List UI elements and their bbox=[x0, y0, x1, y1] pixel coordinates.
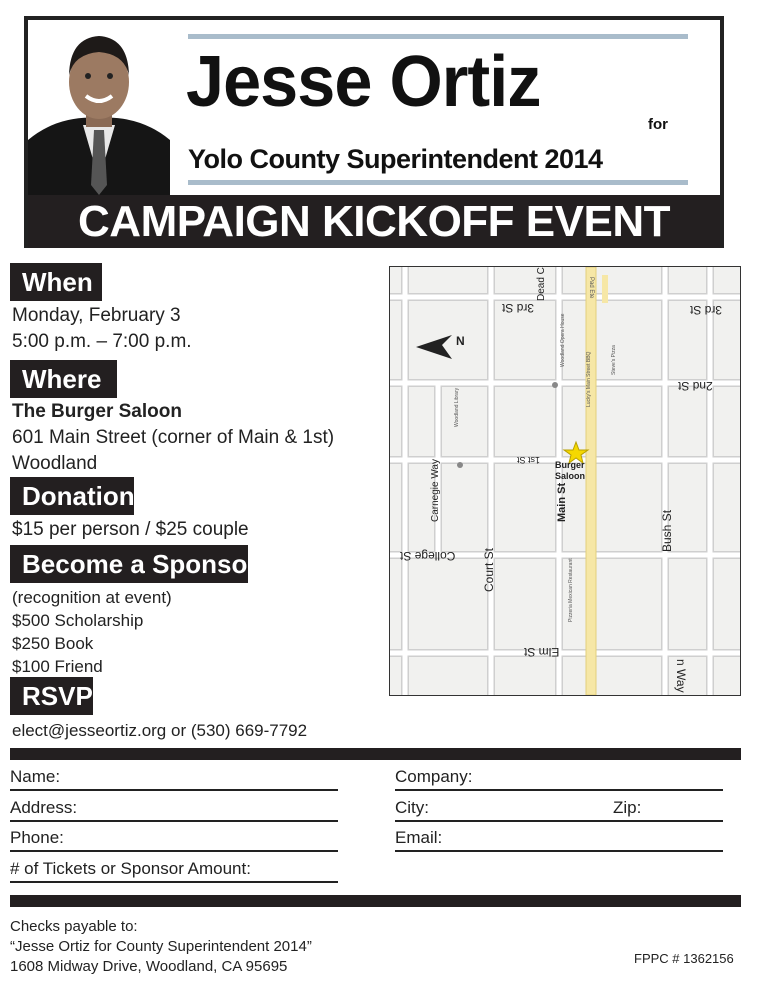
rsvp-label: RSVP bbox=[10, 677, 93, 715]
street-label-court: Court St bbox=[482, 547, 496, 592]
street-label-elm: Elm St bbox=[524, 645, 560, 659]
office-title: Yolo County Superintendent 2014 bbox=[188, 144, 603, 174]
venue-name: The Burger Saloon bbox=[12, 401, 182, 422]
for-word: for bbox=[648, 116, 668, 133]
payee-name: “Jesse Ortiz for County Superintendent 2014” bbox=[10, 938, 312, 955]
mailing-address: 1608 Midway Drive, Woodland, CA 95695 bbox=[10, 958, 288, 975]
company-field[interactable]: Company: bbox=[395, 767, 723, 791]
email-field[interactable]: Email: bbox=[395, 828, 723, 852]
blue-rule-top bbox=[188, 34, 688, 39]
tickets-field[interactable]: # of Tickets or Sponsor Amount: bbox=[10, 859, 338, 883]
donation-label: Donation bbox=[10, 477, 134, 515]
candidate-name: Jesse Ortiz bbox=[186, 42, 541, 122]
place-lucky: Lucky's Main Street BBQ bbox=[586, 351, 592, 407]
venue-address: 601 Main Street (corner of Main & 1st) bbox=[12, 427, 335, 448]
location-map bbox=[389, 266, 741, 696]
street-label-3rd: 3rd St bbox=[502, 301, 535, 315]
event-banner: CAMPAIGN KICKOFF EVENT bbox=[28, 195, 720, 248]
zip-field[interactable]: Zip: bbox=[613, 798, 723, 822]
event-date: Monday, February 3 bbox=[12, 305, 181, 326]
place-library: Woodland Library bbox=[454, 387, 460, 427]
where-label: Where bbox=[10, 360, 117, 398]
city-field[interactable]: City: bbox=[395, 798, 613, 822]
donation-price: $15 per person / $25 couple bbox=[12, 519, 249, 540]
when-label: When bbox=[10, 263, 102, 301]
street-label-dead: Dead C bbox=[536, 267, 547, 301]
event-time: 5:00 p.m. – 7:00 p.m. bbox=[12, 331, 192, 352]
street-label-1st: 1st St bbox=[517, 455, 541, 465]
sponsor-level: $500 Scholarship bbox=[12, 611, 144, 630]
place-steves: Steve's Pizza bbox=[611, 345, 617, 375]
phone-field[interactable]: Phone: bbox=[10, 828, 338, 852]
street-label-3rd-right: 3rd St bbox=[690, 303, 723, 317]
candidate-photo bbox=[28, 20, 170, 195]
fppc-number: FPPC # 1362156 bbox=[634, 951, 734, 966]
burger-saloon-line2: Saloon bbox=[555, 471, 586, 481]
street-label-pad: Pad Ete bbox=[588, 277, 594, 299]
name-field[interactable]: Name: bbox=[10, 767, 338, 791]
sponsor-level: $100 Friend bbox=[12, 657, 103, 676]
street-label-carnegie: Carnegie Way bbox=[430, 459, 441, 522]
rsvp-contact: elect@jesseortiz.org or (530) 669-7792 bbox=[12, 721, 308, 740]
place-pizzeria: Pizzeria Mexican Restaurant bbox=[568, 558, 574, 622]
form-top-bar bbox=[10, 748, 741, 760]
payment-info bbox=[10, 917, 312, 977]
burger-saloon-line1: Burger bbox=[555, 460, 585, 470]
north-label: N bbox=[456, 334, 465, 348]
form-bottom-bar bbox=[10, 895, 741, 907]
place-burger-saloon bbox=[555, 460, 585, 482]
place-opera: Woodland Opera House bbox=[560, 313, 566, 367]
sponsor-label: Become a Sponsor bbox=[10, 545, 248, 583]
header-box bbox=[24, 16, 724, 248]
street-label-college: College St bbox=[400, 549, 456, 563]
street-label-main: Main St bbox=[556, 482, 568, 522]
street-label-bush: Bush St bbox=[660, 509, 674, 552]
street-label-way: n Way bbox=[674, 659, 688, 693]
address-field[interactable]: Address: bbox=[10, 798, 338, 822]
blue-rule-bottom bbox=[188, 180, 688, 185]
sponsor-level: $250 Book bbox=[12, 634, 94, 653]
checks-payable-label: Checks payable to: bbox=[10, 918, 138, 935]
sponsor-note: (recognition at event) bbox=[12, 588, 172, 607]
venue-city: Woodland bbox=[12, 453, 98, 474]
street-label-2nd: 2nd St bbox=[678, 379, 713, 393]
